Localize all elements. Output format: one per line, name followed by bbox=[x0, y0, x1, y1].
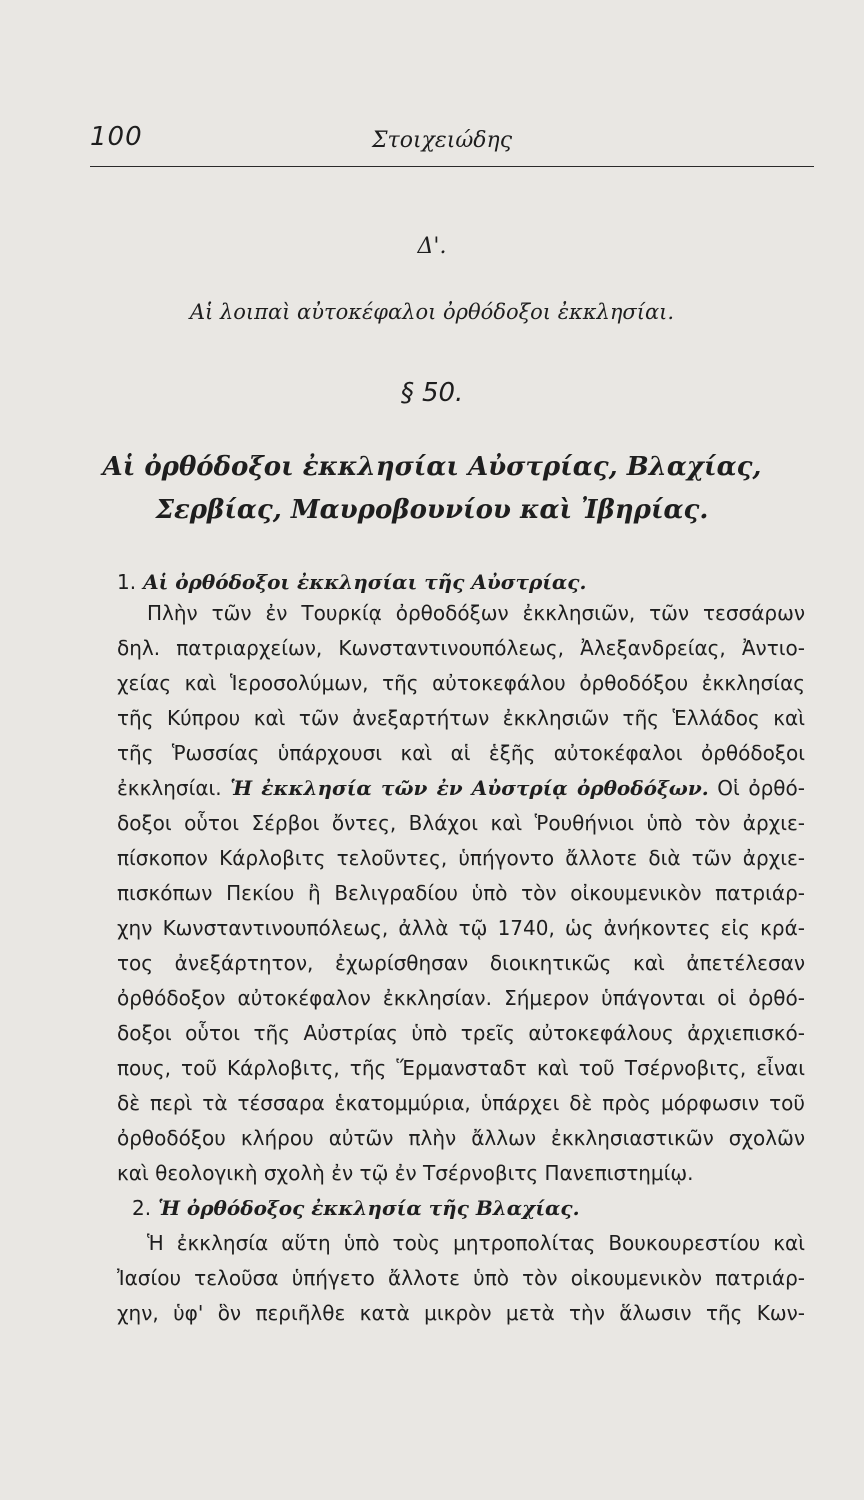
text-line: δοξοι οὗτοι Σέρβοι ὄντες, Βλάχοι καὶ Ῥουθήνιοι ὑπὸ τὸν ἀρχιε- bbox=[117, 811, 805, 835]
text-line: Πλὴν τῶν ἐν Τουρκίᾳ ὀρθοδόξων ἐκκλησιῶν, τῶν τεσσάρων bbox=[147, 601, 805, 625]
section-mark: § 50. bbox=[400, 378, 464, 408]
text-line: χην, ὑφ' ὃν περιῆλθε κατὰ μικρὸν μετὰ τὴν ἅλωσιν τῆς Κων- bbox=[117, 1301, 805, 1325]
text-line: τῆς Ῥωσσίας ὑπάρχουσι καὶ αἱ ἑξῆς αὐτοκέφαλοι ὀρθόδοξοι bbox=[117, 741, 805, 765]
text-line: καὶ θεολογικὴ σχολὴ ἐν τῷ ἐν Τσέρνοβιτς Πανεπιστημίῳ. bbox=[117, 1161, 694, 1185]
subsection-heading-2 bbox=[132, 1196, 580, 1230]
text-line: χείας καὶ Ἱεροσολύμων, τῆς αὐτοκεφάλου ὀρθοδόξου ἐκκλησίας bbox=[117, 671, 805, 695]
section-title-line-1: Αἱ ὀρθόδοξοι ἐκκλησίαι Αὐστρίας, Βλαχίας, bbox=[102, 452, 762, 482]
inline-subheading: Ἡ ἐκκλησία τῶν ἐν Αὐστρίᾳ ὀρθοδόξων. bbox=[230, 776, 709, 800]
text-line: ὀρθόδοξον αὐτοκέφαλον ἐκκλησίαν. Σήμερον ὑπάγονται οἱ ὀρθό- bbox=[117, 986, 805, 1010]
text-line: δοξοι οὗτοι τῆς Αὐστρίας ὑπὸ τρεῖς αὐτοκεφάλους ἀρχιεπισκό- bbox=[117, 1021, 805, 1045]
section-title-line-2: Σερβίας, Μαυροβουνίου καὶ Ἰβηρίας. bbox=[155, 495, 709, 525]
text-line: δηλ. πατριαρχείων, Κωνσταντινουπόλεως, Ἀλεξανδρείας, Ἀντιο- bbox=[117, 636, 805, 660]
subsection-title: Αἱ ὀρθόδοξοι ἐκκλησίαι τῆς Αὐστρίας. bbox=[143, 570, 587, 594]
subsection-number: 1. bbox=[117, 570, 137, 594]
subsection-heading-1 bbox=[117, 570, 586, 604]
chapter-mark: Δ'. bbox=[417, 234, 447, 259]
text-run: Οἱ ὀρθό- bbox=[708, 776, 805, 800]
text-line: πισκόπων Πεκίου ἢ Βελιγραδίου ὑπὸ τὸν οἰκουμενικὸν πατριάρ- bbox=[117, 881, 805, 905]
text-line: τῆς Κύπρου καὶ τῶν ἀνεξαρτήτων ἐκκλησιῶν τῆς Ἑλλάδος καὶ bbox=[117, 706, 805, 730]
text-line: Ἡ ἐκκλησία αὕτη ὑπὸ τοὺς μητροπολίτας Βουκουρεστίου καὶ bbox=[147, 1231, 805, 1255]
text-line: χην Κωνσταντινουπόλεως, ἀλλὰ τῷ 1740, ὡς ἀνήκοντες εἰς κρά- bbox=[117, 916, 805, 940]
running-head bbox=[90, 118, 814, 167]
text-run: ἐκκλησίαι. bbox=[117, 776, 231, 800]
text-line: πίσκοπον Κάρλοβιτς τελοῦντες, ὑπήγοντο ἄλλοτε διὰ τῶν ἀρχιε- bbox=[117, 846, 805, 870]
text-line: πους, τοῦ Κάρλοβιτς, τῆς Ἕρμανσταδτ καὶ τοῦ Τσέρνοβιτς, εἶναι bbox=[117, 1056, 805, 1080]
page-number: 100 bbox=[90, 122, 143, 152]
subsection-title: Ἡ ὀρθόδοξος ἐκκλησία τῆς Βλαχίας. bbox=[158, 1196, 580, 1220]
running-title: Στοιχειώδης bbox=[372, 128, 513, 153]
text-line: δὲ περὶ τὰ τέσσαρα ἑκατομμύρια, ὑπάρχει δὲ πρὸς μόρφωσιν τοῦ bbox=[117, 1091, 805, 1115]
subsection-number: 2. bbox=[132, 1196, 152, 1220]
chapter-title: Αἱ λοιπαὶ αὐτοκέφαλοι ὀρθόδοξοι ἐκκλησίαι. bbox=[189, 300, 675, 324]
text-line-with-subheading bbox=[117, 776, 805, 810]
text-line: ὀρθοδόξου κλήρου αὐτῶν πλὴν ἄλλων ἐκκλησιαστικῶν σχολῶν bbox=[117, 1126, 805, 1150]
text-line: Ἰασίου τελοῦσα ὑπήγετο ἄλλοτε ὑπὸ τὸν οἰκουμενικὸν πατριάρ- bbox=[117, 1266, 805, 1290]
text-line: τος ἀνεξάρτητον, ἐχωρίσθησαν διοικητικῶς καὶ ἀπετέλεσαν bbox=[117, 951, 805, 975]
